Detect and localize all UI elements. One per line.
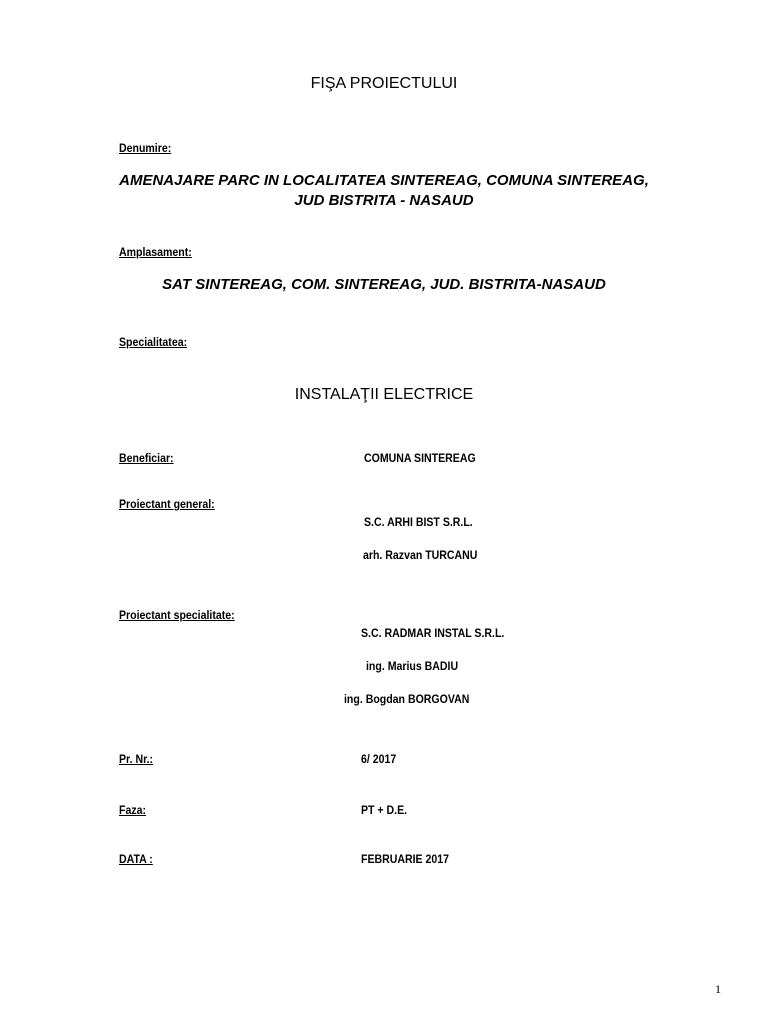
proiectant-specialitate-company: S.C. RADMAR INSTAL S.R.L. bbox=[361, 626, 505, 640]
proiectant-specialitate-label: Proiectant specialitate: bbox=[119, 608, 235, 622]
specialitatea-value: INSTALAŢII ELECTRICE bbox=[294, 386, 474, 403]
pr-nr-label: Pr. Nr.: bbox=[119, 752, 154, 766]
proiectant-specialitate-person2: ing. Bogdan BORGOVAN bbox=[344, 692, 470, 706]
faza-label: Faza: bbox=[119, 803, 147, 817]
proiectant-general-person: arh. Razvan TURCANU bbox=[363, 548, 478, 562]
beneficiar-value: COMUNA SINTEREAG bbox=[364, 451, 476, 465]
data-value: FEBRUARIE 2017 bbox=[361, 852, 450, 866]
denumire-line1: AMENAJARE PARC IN LOCALITATEA SINTEREAG, COMUNA SINTEREAG, bbox=[119, 172, 649, 189]
data-label: DATA : bbox=[119, 852, 153, 866]
faza-value: PT + D.E. bbox=[361, 803, 408, 817]
beneficiar-label: Beneficiar: bbox=[119, 451, 174, 465]
proiectant-general-company: S.C. ARHI BIST S.R.L. bbox=[364, 515, 473, 529]
amplasament-label: Amplasament: bbox=[119, 245, 192, 259]
pr-nr-value: 6/ 2017 bbox=[361, 752, 397, 766]
document-title: FIŞA PROIECTULUI bbox=[310, 75, 458, 92]
specialitatea-label: Specialitatea: bbox=[119, 335, 188, 349]
denumire-line2: JUD BISTRITA - NASAUD bbox=[294, 192, 474, 209]
proiectant-specialitate-person1: ing. Marius BADIU bbox=[366, 659, 459, 673]
denumire-label: Denumire: bbox=[119, 141, 172, 155]
page-number: 1 bbox=[715, 982, 721, 996]
proiectant-general-label: Proiectant general: bbox=[119, 497, 215, 511]
amplasament-value: SAT SINTEREAG, COM. SINTEREAG, JUD. BISTRITA-NASAUD bbox=[162, 276, 606, 293]
